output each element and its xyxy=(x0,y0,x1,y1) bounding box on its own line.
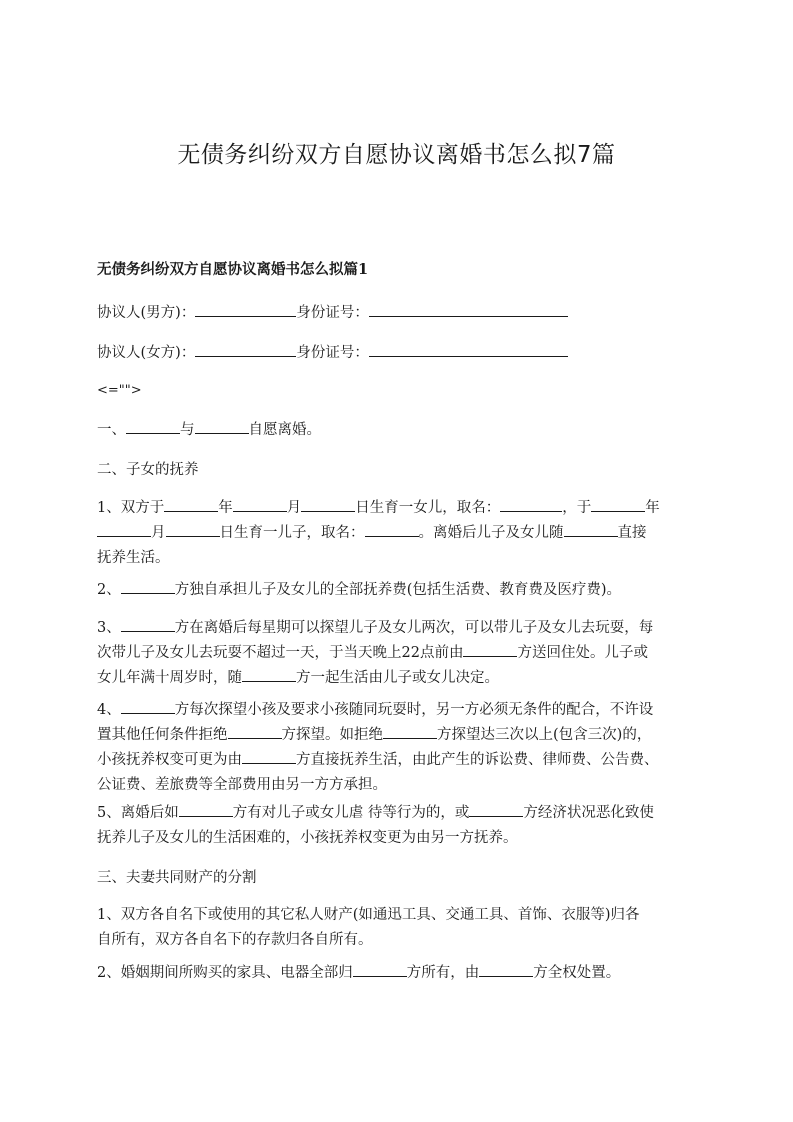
party-male-line xyxy=(97,301,703,326)
blank[interactable] xyxy=(164,496,218,512)
section-title: 无债务纠纷双方自愿协议离婚书怎么拟篇1 xyxy=(97,261,369,278)
clause-text: 置其他任何条件拒绝 xyxy=(97,727,228,743)
clause-text: 次带儿子及女儿去玩耍不超过一天，于当天晚上22点前由 xyxy=(97,645,464,661)
clause-text: 。离婚后儿子及女儿随 xyxy=(418,525,564,541)
clause-text: 方一起生活由儿子或女儿决定。 xyxy=(296,670,499,686)
female-name-blank[interactable] xyxy=(195,341,296,357)
blank[interactable] xyxy=(463,641,517,657)
blank[interactable] xyxy=(121,698,175,714)
blank[interactable] xyxy=(195,418,249,434)
party-female-label: 协议人(女方)： xyxy=(97,345,196,361)
clause-text: 方探望达三次以上(包含三次)的， xyxy=(437,727,652,743)
blank[interactable] xyxy=(301,496,355,512)
clause-text: 方所有，由 xyxy=(406,965,480,981)
clause-2-3 xyxy=(97,616,703,691)
blank[interactable] xyxy=(121,616,175,632)
heading-property: 三、夫妻共同财产的分割 xyxy=(97,870,257,886)
party-male-label: 协议人(男方)： xyxy=(97,305,196,321)
clause-text: 方探望。如拒绝 xyxy=(281,727,383,743)
clause-text: 女儿年满十周岁时，随 xyxy=(97,670,242,686)
clause-text: 方全权处置。 xyxy=(533,965,621,981)
clause-text: 与 xyxy=(180,422,195,438)
clause-2-1 xyxy=(97,496,703,571)
party-female-line xyxy=(97,341,703,366)
female-id-blank[interactable] xyxy=(369,341,568,357)
blank[interactable] xyxy=(121,578,175,594)
clause-2-5 xyxy=(97,801,703,851)
clause-text: 方经济状况恶化致使 xyxy=(523,805,654,821)
clause-2-2 xyxy=(97,578,703,603)
clause-text: 一、 xyxy=(97,422,126,438)
blank[interactable] xyxy=(179,801,233,817)
stray-marker: <=""> xyxy=(97,383,142,398)
clause-text: 方直接抚养生活，由此产生的诉讼费、律师费、公告费、 xyxy=(296,752,659,768)
blank[interactable] xyxy=(242,748,296,764)
clause-text: 方独自承担儿子及女儿的全部抚养费(包括生活费、教育费及医疗费)。 xyxy=(174,582,622,598)
id-label: 身份证号： xyxy=(296,345,369,361)
blank[interactable] xyxy=(564,521,618,537)
clause-text: 方在离婚后每星期可以探望儿子及女儿两次，可以带儿子及女儿去玩耍，每 xyxy=(174,620,654,636)
blank[interactable] xyxy=(479,961,533,977)
blank[interactable] xyxy=(365,521,419,537)
clause-text: 1、双方于 xyxy=(97,500,165,516)
clause-text: 方送回住处。儿子或 xyxy=(517,645,648,661)
clause-text: 月 xyxy=(286,500,302,516)
clause-text: 2、 xyxy=(97,582,121,598)
blank[interactable] xyxy=(242,666,296,682)
clause-text: ，于 xyxy=(562,500,592,516)
clause-text: 抚养生活。 xyxy=(97,550,170,566)
clause-text: 公证费、差旅费等全部费用由另一方方承担。 xyxy=(97,777,387,793)
male-name-blank[interactable] xyxy=(195,301,296,317)
clause-text: 5、离婚后如 xyxy=(97,805,179,821)
clause-2-4 xyxy=(97,698,703,798)
clause-text: 自所有，双方各自名下的存款归各自所有。 xyxy=(97,932,373,948)
clause-text: 抚养儿子及女儿的生活困难的，小孩抚养权变更为由另一方抚养。 xyxy=(97,830,518,846)
blank[interactable] xyxy=(383,723,437,739)
clause-text: 年 xyxy=(218,500,233,516)
id-label: 身份证号： xyxy=(296,305,369,321)
blank[interactable] xyxy=(233,496,287,512)
clause-text: 4、 xyxy=(97,702,121,718)
blank[interactable] xyxy=(126,418,180,434)
blank[interactable] xyxy=(500,496,562,512)
clause-text: 月 xyxy=(151,525,166,541)
clause-text: 3、 xyxy=(97,620,121,636)
blank[interactable] xyxy=(591,496,645,512)
male-id-blank[interactable] xyxy=(369,301,568,317)
clause-text: 小孩抚养权变可更为由 xyxy=(97,752,242,768)
clause-text: 方每次探望小孩及要求小孩随同玩耍时，另一方必须无条件的配合，不许设 xyxy=(174,702,654,718)
clause-text: 年 xyxy=(645,500,660,516)
blank[interactable] xyxy=(353,961,407,977)
clause-text: 直接 xyxy=(617,525,647,541)
clause-text: 方有对儿子或女儿虐 待等行为的，或 xyxy=(232,805,470,821)
document-title: 无债务纠纷双方自愿协议离婚书怎么拟7篇 xyxy=(177,142,616,168)
clause-text: 1、双方各自名下或使用的其它私人财产(如通迅工具、交通工具、首饰、衣服等)归各 xyxy=(97,907,640,923)
clause-text: 日生育一儿子，取名： xyxy=(219,525,365,541)
blank[interactable] xyxy=(469,801,523,817)
blank[interactable] xyxy=(228,723,282,739)
clause-3-1 xyxy=(97,903,703,953)
clause-1 xyxy=(97,418,703,443)
clause-text: 日生育一女儿，取名： xyxy=(355,500,501,516)
clause-text: 自愿离婚。 xyxy=(248,422,321,438)
blank[interactable] xyxy=(97,521,151,537)
blank[interactable] xyxy=(166,521,220,537)
clause-3-2 xyxy=(97,961,703,986)
heading-children: 二、子女的抚养 xyxy=(97,462,199,478)
clause-text: 2、婚姻期间所购买的家具、电器全部归 xyxy=(97,965,353,981)
